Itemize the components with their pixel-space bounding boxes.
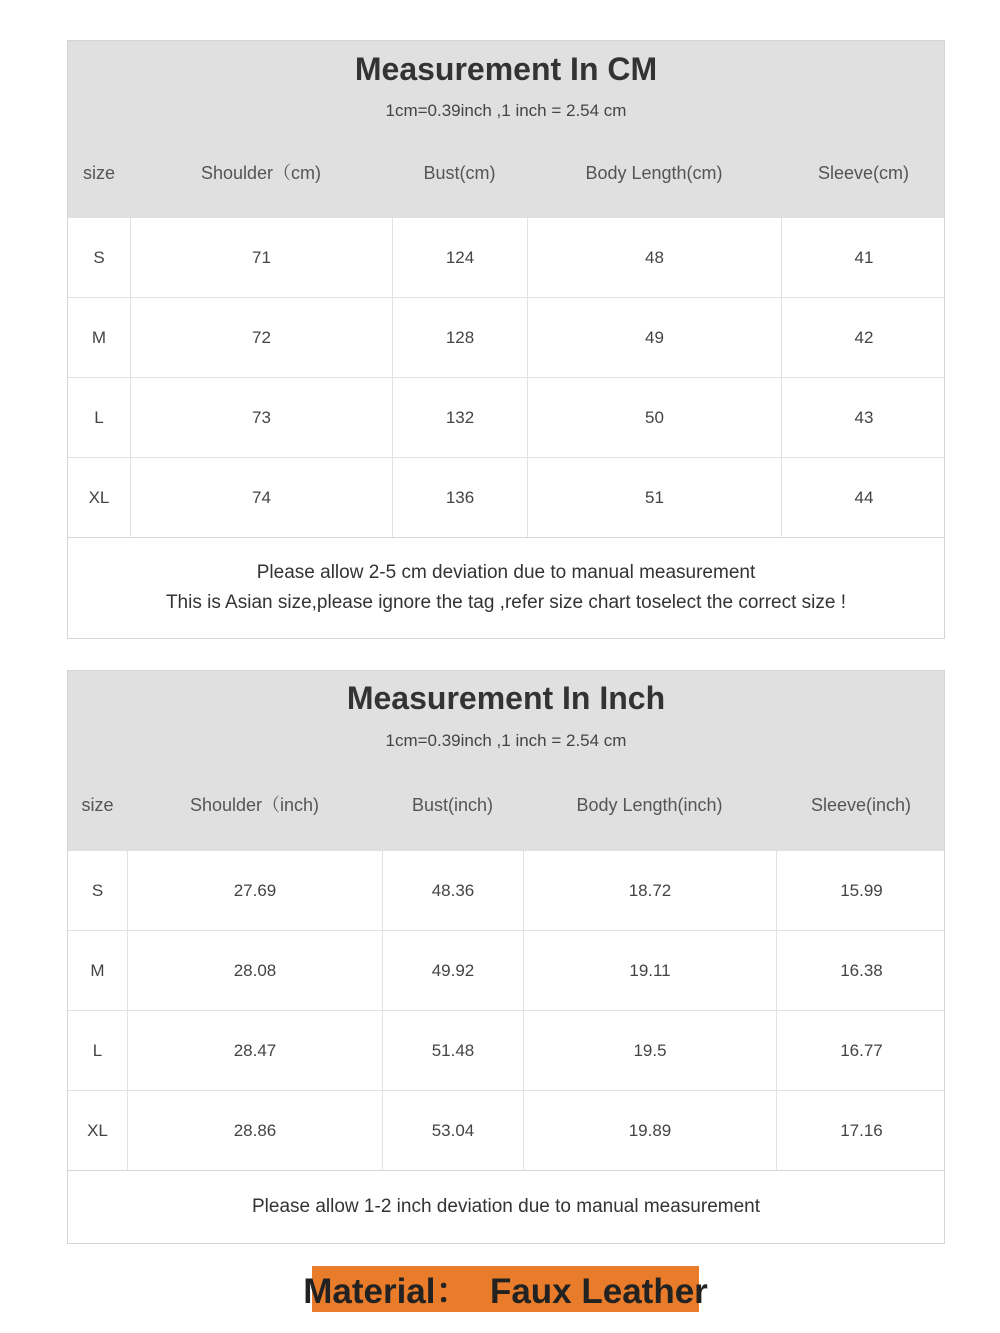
inch-chart-header — [68, 671, 944, 851]
sleeve-cell: 17.16 — [776, 1091, 946, 1170]
sleeve-cell: 16.38 — [776, 931, 946, 1010]
col-header-bust: Bust(inch) — [411, 795, 494, 815]
cm-size-chart — [67, 40, 945, 639]
bust-cell: 49.92 — [382, 931, 523, 1010]
shoulder-cell: 28.08 — [127, 931, 382, 1010]
sleeve-cell: 41 — [781, 218, 946, 297]
bust-cell: 53.04 — [382, 1091, 523, 1170]
cm-chart-title: Measurement In CM — [354, 51, 658, 87]
cm-table-body — [68, 218, 944, 538]
shoulder-cell: 73 — [130, 378, 392, 457]
bust-cell: 136 — [392, 458, 527, 537]
body-length-cell: 19.11 — [523, 931, 776, 1010]
shoulder-cell: 28.47 — [127, 1011, 382, 1090]
shoulder-cell: 74 — [130, 458, 392, 537]
sleeve-cell: 16.77 — [776, 1011, 946, 1090]
material-label: Material： Faux Leather — [312, 1266, 699, 1312]
cm-deviation-note — [68, 538, 944, 618]
sleeve-cell: 42 — [781, 298, 946, 377]
table-row — [68, 931, 944, 1011]
size-cell: M — [91, 327, 107, 347]
size-cell: XL — [88, 487, 110, 507]
size-cell: XL — [87, 1120, 108, 1140]
size-cell: L — [94, 407, 104, 427]
cm-note-line-1: Please allow 2-5 cm deviation due to manual measurement — [256, 562, 756, 583]
table-row — [68, 458, 944, 538]
body-length-cell: 49 — [527, 298, 781, 377]
inch-conversion-note: 1cm=0.39inch ,1 inch = 2.54 cm — [385, 731, 627, 750]
bust-cell: 51.48 — [382, 1011, 523, 1090]
bust-cell: 132 — [392, 378, 527, 457]
col-header-body-length: Body Length(cm) — [585, 163, 723, 183]
cm-conversion-note: 1cm=0.39inch ,1 inch = 2.54 cm — [385, 101, 627, 120]
shoulder-cell: 72 — [130, 298, 392, 377]
col-header-size: size — [81, 795, 114, 815]
sleeve-cell: 44 — [781, 458, 946, 537]
size-cell: M — [90, 960, 105, 980]
shoulder-cell: 71 — [130, 218, 392, 297]
body-length-cell: 19.89 — [523, 1091, 776, 1170]
body-length-cell: 18.72 — [523, 851, 776, 930]
body-length-cell: 50 — [527, 378, 781, 457]
bust-cell: 48.36 — [382, 851, 523, 930]
col-header-sleeve: Sleeve(inch) — [810, 795, 912, 815]
table-row — [68, 1091, 944, 1171]
shoulder-cell: 28.86 — [127, 1091, 382, 1170]
inch-deviation-note — [68, 1171, 944, 1222]
inch-chart-title: Measurement In Inch — [346, 680, 666, 716]
col-header-body-length: Body Length(inch) — [576, 795, 723, 815]
inch-size-chart — [67, 670, 945, 1244]
table-row — [68, 851, 944, 931]
col-header-sleeve: Sleeve(cm) — [817, 163, 910, 183]
inch-table-body — [68, 851, 944, 1171]
sleeve-cell: 43 — [781, 378, 946, 457]
cm-chart-header — [68, 41, 944, 218]
col-header-shoulder: Shoulder（cm) — [200, 163, 322, 183]
body-length-cell: 48 — [527, 218, 781, 297]
shoulder-cell: 27.69 — [127, 851, 382, 930]
size-cell: S — [93, 247, 105, 267]
col-header-size: size — [82, 163, 115, 183]
size-cell: S — [91, 880, 104, 900]
bust-cell: 128 — [392, 298, 527, 377]
col-header-bust: Bust(cm) — [423, 163, 496, 183]
table-row — [68, 218, 944, 298]
sleeve-cell: 15.99 — [776, 851, 946, 930]
body-length-cell: 19.5 — [523, 1011, 776, 1090]
table-row — [68, 1011, 944, 1091]
col-header-shoulder: Shoulder（inch) — [189, 795, 320, 815]
body-length-cell: 51 — [527, 458, 781, 537]
table-row — [68, 298, 944, 378]
bust-cell: 124 — [392, 218, 527, 297]
table-row — [68, 378, 944, 458]
cm-note-line-2: This is Asian size,please ignore the tag ,refer size chart toselect the correct size ! — [165, 592, 847, 613]
size-cell: L — [92, 1040, 103, 1060]
inch-note-line-1: Please allow 1-2 inch deviation due to manual measurement — [251, 1196, 761, 1217]
